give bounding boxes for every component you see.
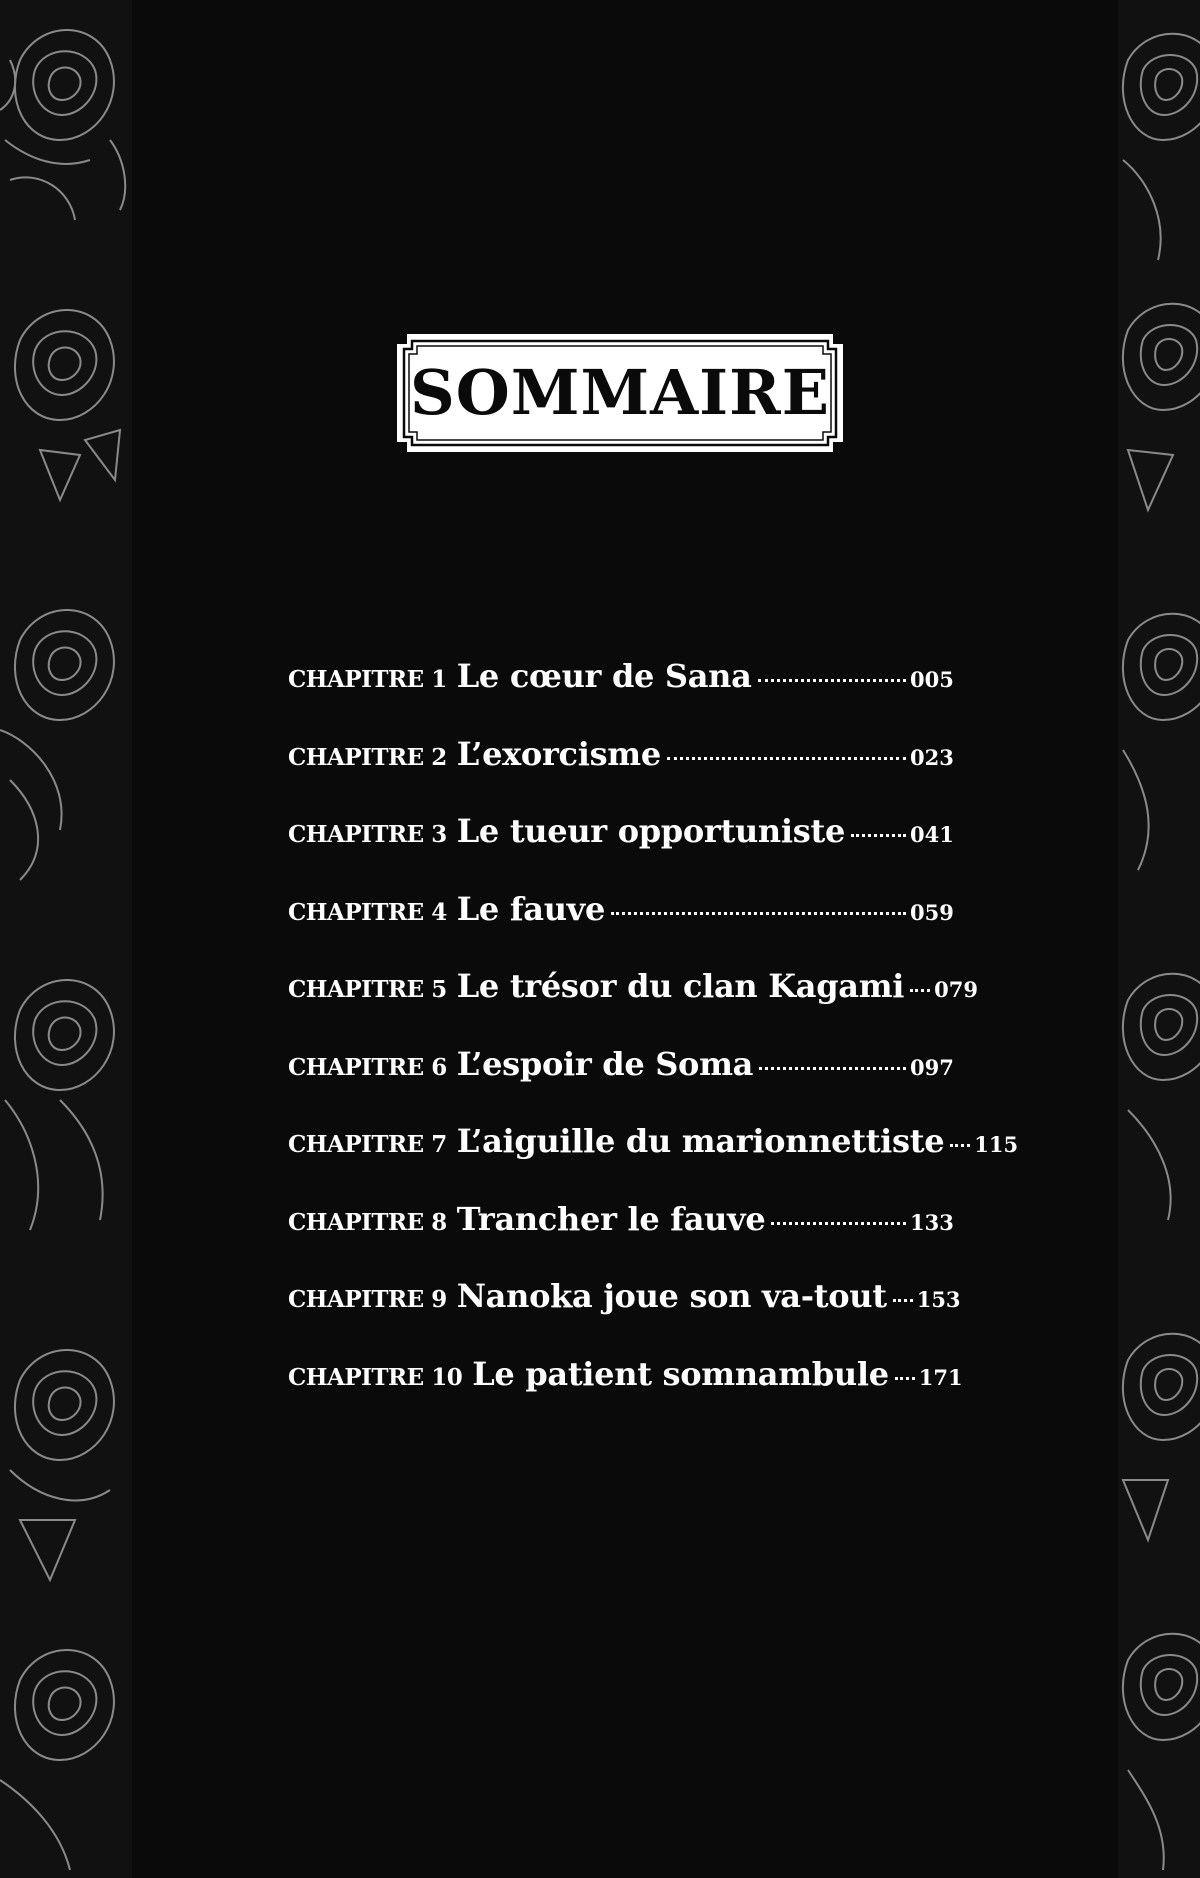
list-item[interactable]	[288, 1200, 956, 1278]
list-item[interactable]	[288, 1277, 961, 1355]
title-plate	[396, 333, 844, 453]
list-item[interactable]	[288, 890, 956, 968]
chapter-page-number: 115	[974, 1132, 1019, 1157]
dot-leader	[950, 1144, 970, 1147]
chapter-label: CHAPITRE 1	[288, 666, 447, 693]
chapter-label: CHAPITRE 10	[288, 1363, 463, 1391]
list-item[interactable]	[288, 1045, 956, 1123]
dot-leader	[895, 1377, 915, 1380]
chapter-label: CHAPITRE 8	[288, 1208, 447, 1236]
chapter-page-number: 133	[910, 1209, 954, 1235]
chapter-page-number: 023	[910, 744, 954, 770]
chapter-list	[288, 657, 1019, 1432]
chapter-page-number: 041	[910, 822, 954, 847]
chapter-title: Le fauve	[456, 889, 606, 928]
chapter-title: Trancher le fauve	[456, 1199, 766, 1238]
chapter-label: CHAPITRE 2	[288, 743, 447, 771]
chapter-title: Le tueur opportuniste	[456, 812, 846, 850]
page-title: SOMMAIRE	[410, 356, 830, 429]
chapter-title: Le cœur de Sana	[456, 657, 752, 695]
chapter-page-number: 059	[910, 899, 954, 925]
chapter-title: L’aiguille du marionnettiste	[456, 1122, 945, 1160]
chapter-label: CHAPITRE 7	[288, 1131, 447, 1158]
chapter-title: L’exorcisme	[456, 734, 661, 773]
chapter-label: CHAPITRE 3	[288, 821, 447, 848]
dot-leader	[759, 1067, 906, 1070]
chapter-title: L’espoir de Soma	[456, 1044, 754, 1083]
list-item[interactable]	[288, 1122, 1019, 1200]
chapter-page-number: 171	[918, 1364, 963, 1390]
chapter-label: CHAPITRE 4	[288, 898, 447, 926]
left-floral-border	[0, 0, 132, 1878]
list-item[interactable]	[288, 657, 956, 735]
dot-leader	[667, 757, 906, 760]
list-item[interactable]	[288, 967, 978, 1045]
list-item[interactable]	[288, 735, 956, 813]
chapter-label: CHAPITRE 9	[288, 1286, 447, 1313]
chapter-label: CHAPITRE 5	[288, 976, 447, 1003]
dot-leader	[611, 912, 906, 915]
list-item[interactable]	[288, 1354, 963, 1433]
right-floral-border	[1118, 0, 1200, 1878]
chapter-page-number: 079	[934, 977, 978, 1002]
dot-leader	[771, 1222, 906, 1225]
chapter-title: Nanoka joue son va-tout	[456, 1277, 887, 1315]
chapter-page-number: 097	[910, 1054, 954, 1080]
chapter-page-number: 005	[910, 667, 954, 692]
list-item[interactable]	[288, 812, 956, 890]
peony-flower-icon	[0, 0, 132, 1878]
dot-leader	[851, 834, 906, 837]
dot-leader	[910, 989, 930, 992]
chapter-title: Le patient somnambule	[472, 1354, 889, 1393]
chapter-label: CHAPITRE 6	[288, 1053, 447, 1081]
chapter-title: Le trésor du clan Kagami	[456, 967, 905, 1005]
chapter-page-number: 153	[916, 1287, 961, 1312]
dot-leader	[758, 679, 906, 682]
dot-leader	[893, 1299, 913, 1302]
peony-flower-icon	[1118, 0, 1200, 1878]
